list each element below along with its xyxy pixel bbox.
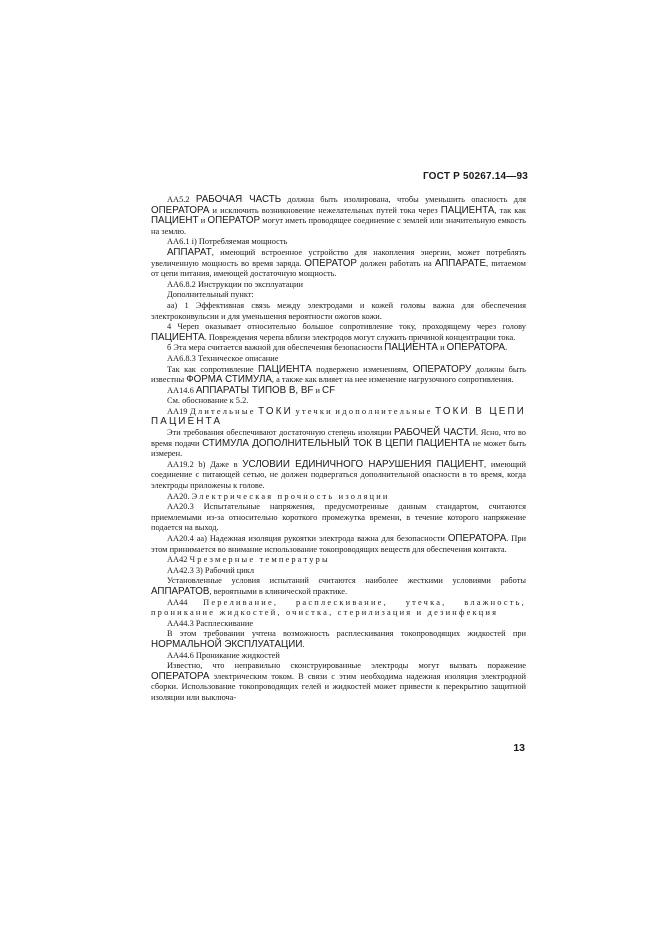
paragraph: АА20. Электрическая прочность изоляции [167, 491, 390, 501]
paragraph: аа) 1 Эффективная связь между электродами и кожей головы важна для обеспечения электроконвульсии и для уменьшения вероятности ожогов кожи. [151, 300, 526, 321]
paragraph: АА19.2 b) Даже в УСЛОВИИ ЕДИНИЧНОГО НАРУШЕНИЯ ПАЦИЕНТ, имеющий соединение с питающей сетью, не должен подвергаться дополнительной опасности в то время, когда электроды приложены к голове. [151, 458, 526, 491]
paragraph: Эти требования обеспечивают достаточную степень изоляции РАБОЧЕЙ ЧАСТИ. Ясно, что во время подачи СТИМУЛА ДОПОЛНИТЕЛЬНЫЙ ТОК В ЦЕПИ ПАЦИЕНТА не может быть измерен. [151, 427, 527, 459]
paragraph: АА44.6 Проникание жидкостей [167, 650, 280, 660]
paragraph: АА19 Длительные ТОКИ утечки и дополнительные ТОКИ В ЦЕПИ ПАЦИЕНТА [151, 405, 526, 428]
paragraph: См. обоснование к 5.2. [167, 396, 249, 406]
paragraph: АА5.2 РАБОЧАЯ ЧАСТЬ должна быть изолирована, чтобы уменьшить опасность для ОПЕРАТОРА и исключить возникновение нежелательных путей тока через ПАЦИЕНТА, так как ПАЦИЕНТ и ОПЕРАТОР могут иметь проводящее соединение с землей или значительную емкость на землю. [151, 194, 526, 236]
paragraph: АА42.3 3) Рабочий цикл [167, 565, 255, 575]
paragraph: АА20.3 Испытательные напряжения, предусмотренные данным стандартом, считаются приемлемыми из-за относительно короткого промежутка времени, в течение которого напряжение подается на выход. [151, 502, 526, 533]
paragraph: АА44 Переливание, расплескивание, утечка, влажность, проникание жидкостей, очистка, стерилизация и дезинфекция [151, 597, 526, 618]
paragraph: АА6.1 i) Потребляемая мощность [167, 237, 288, 247]
paragraph: АППАРАТ, имеющий встроенное устройство для накопления энергии, может потреблять увеличенную мощность во время заряда. ОПЕРАТОР должен работать на АППАРАТЕ, питаемом от цепи питания, имеющей достаточную мощность. [151, 246, 526, 279]
document-body [151, 195, 526, 704]
paragraph: АА44.3 Расплескивание [167, 618, 254, 628]
page-number: 13 [513, 742, 525, 754]
document-header: ГОСТ Р 50267.14—93 [422, 171, 528, 182]
paragraph: Установленные условия испытаний считаются наиболее жесткими условиями работы АППАРАТОВ, вероятными в клинической практике. [151, 576, 526, 597]
paragraph: б Эта мера считается важной для обеспечения безопасности ПАЦИЕНТА и ОПЕРАТОРА. [167, 342, 508, 354]
paragraph: АА14.6 АППАРАТЫ ТИПОВ B, BF и CF [167, 384, 336, 396]
paragraph: Известно, что неправильно сконструированные электроды могут вызвать поражение ОПЕРАТОРА электрическим током. В связи с этим необходима надежная изоляция электродной сборки. Использование токопроводящих гелей и жидкостей может привести к перекрытию защитной изоляции или выключа- [151, 661, 526, 702]
paragraph: Так как сопротивление ПАЦИЕНТА подвержено изменениям, ОПЕРАТОРУ должны быть известны ФОРМА СТИМУЛА, а также как влияет на нее изменение нагрузочного сопротивления. [151, 363, 526, 386]
paragraph: АА20.4 аа) Надежная изоляция рукоятки электрода важна для безопасности ОПЕРАТОРА. При этом принимается во внимание использование токопроводящих веществ для обеспечения контакта. [151, 533, 526, 554]
paragraph: АА6.8.3 Техническое описание [167, 353, 279, 363]
paragraph: АА6.8.2 Инструкции по эксплуатации [167, 279, 303, 289]
paragraph: В этом требовании учтена возможность расплескивания токопроводящих жидкостей при НОРМАЛЬНОЙ ЭКСПЛУАТАЦИИ. [151, 629, 526, 650]
paragraph: Дополнительный пункт: [167, 290, 254, 300]
paragraph: 4 Череп оказывает относительно большое сопротивление току, проходящему через голову ПАЦИЕНТА. Повреждения черепа вблизи электродов могут служить причиной концентрации тока. [151, 322, 526, 343]
paragraph: АА42 Чрезмерные температуры [167, 555, 330, 565]
